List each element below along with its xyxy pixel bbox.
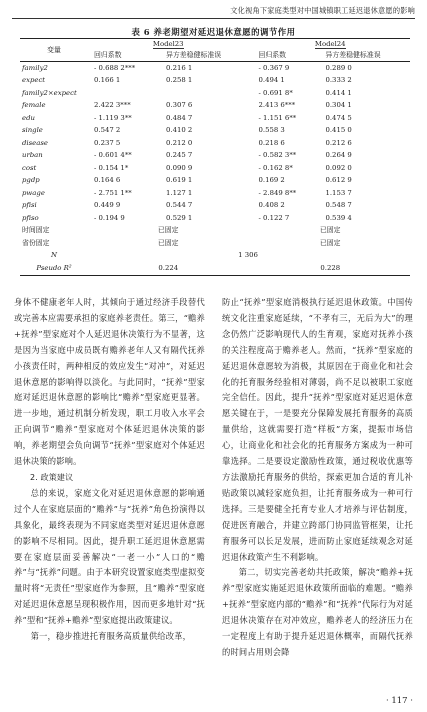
table-row [20,125,410,138]
row-variable: family2 [22,63,48,72]
coef-a: - 0.688 2*** [94,63,136,72]
coef-a: - 0.601 4** [94,151,132,160]
se-a: 0.258 1 [166,76,193,85]
coef-a [86,87,158,100]
coef-b: - 0.582 3** [258,151,297,160]
table-row [20,100,410,113]
model-b-header: Model24 [314,40,346,49]
paragraph: 第一，稳步推进托育服务高质量供给改革， [30,631,192,642]
fixed-prov-a: 已固定 [157,238,179,247]
coef-b: - 0.367 9 [258,63,290,72]
table-row [20,112,410,125]
coef-b: 0.218 6 [258,138,285,147]
se-b: 0.264 9 [325,151,352,160]
section-heading: 2. 政策建议 [30,472,74,482]
se-b: 0.415 0 [325,126,352,135]
row-variable: pfiso [22,213,39,222]
se-a: 0.529 1 [166,213,193,222]
coef-a: - 0.154 1* [94,163,129,172]
coef-b: 0.494 1 [258,76,285,85]
table-row [20,137,410,150]
row-variable: female [22,101,46,110]
n-label: N [50,251,58,260]
header-rule [12,18,415,19]
row-variable: family2×expect [22,88,77,97]
fixed-time-row [20,225,410,238]
fixed-time-label: 时间固定 [22,226,50,235]
coef-a: 0.166 1 [94,76,121,85]
se-b: 0.474 5 [325,113,352,122]
se-b: 0.333 2 [325,76,352,85]
se-b: 0.289 0 [325,63,352,72]
coef-b: - 1.151 6** [258,113,297,122]
table-row [20,62,410,75]
table-row [20,200,410,213]
fixed-time-b: 已固定 [319,226,341,235]
paragraph: 总的来说，家庭文化对延迟退休意愿的影响通过个人在家庭层面的“赡养”与“抚养”角色扮演得以具象化，最终表现为不同家庭类型对延迟退休意愿的影响不尽相同。因此，提升职工延迟退休意愿需要在家庭层面妥善解决“一老一小”人口的“赡养”与“抚养”问题。由于本研究设置家庭类型虚拟变量时将“无责任”型家庭作为参照，且“赡养”型家庭对延迟退休意愿呈现积极作用，因而更多地针对“抚养”型和“抚养+赡养”型家庭提出政策建议。 [14,487,205,626]
se-b: 0.414 1 [325,88,352,97]
fixed-prov-row [20,237,410,250]
regression-table [20,38,410,276]
coef-a: 2.422 3*** [94,101,131,110]
r2-row [20,262,410,275]
se-a: 0.090 9 [166,163,193,172]
row-variable: pfisi [22,201,37,210]
se-b: 0.092 0 [325,163,352,172]
row-variable: expect [22,76,46,85]
page-number: · 117 · [385,696,413,706]
coef-b: - 2.849 8** [258,188,297,197]
coef-header-a: 回归系数 [86,50,158,62]
fixed-prov-label: 省份固定 [22,238,50,247]
table-row [20,212,410,225]
coef-b: 0.169 2 [258,176,285,185]
coef-a: - 0.194 9 [94,213,125,222]
row-variable: urban [22,151,43,160]
coef-b: 0.408 2 [258,201,285,210]
table-row [20,162,410,175]
table-row [20,87,410,100]
left-column [14,295,205,645]
fixed-time-a: 已固定 [157,226,179,235]
se-b: 0.212 6 [325,138,352,147]
coef-a: 0.449 9 [94,201,121,210]
se-a: 0.619 1 [166,176,193,185]
se-a: 1.127 1 [166,188,193,197]
row-variable: pgdp [22,176,40,185]
paragraph: 第二，切实完善老幼共托政策，解决“赡养+抚养”型家庭实施延迟退休政策所面临的难题。“赡养+抚养”型家庭内部的“赡养”和“抚养”代际行为对延迟退休决策存在对冲效应，赡养老人的经济压力在一定程度上有助于提升延迟退休概率，而隔代抚养的时间占用则会降 [222,567,413,657]
se-b: 1.153 7 [325,188,352,197]
coef-a: - 1.119 3** [94,113,132,122]
paragraph: 防止“抚养”型家庭消极执行延迟退休政策。中国传统文化注重家庭延续，“不孝有三，无后为大”的理念仍然广泛影响现代人的生育观，家庭对抚养小孩的关注程度高于赡养老人。然而，“抚养”型家庭的延迟退休意愿较为消极，其原因在于商业化和社会化的托育服务经验相对薄弱，尚不足以被职工家庭完全信任。因此，提升“抚养”型家庭对延迟退休意愿关键在于，一是要充分保障发展托育服务的高质量供给，这就需要打造“样板”方案，提振市场信心，让商业化和社会化的托育服务方案成为一种可靠选择。二是要设定激励性政策，通过税收优惠等方法激励托育服务的供给，探索更加合适的育儿补贴政策以减轻家庭负担，让托育服务成为一种可行选择。三是要健全托育专业人才培养与评估制度，促进医育融合，并建立跨部门协同监管框架，让托育服务可以长足发展，进而防止家庭延续观念对延迟退休政策产生不利影响。 [222,297,413,562]
coef-b: - 0.162 8* [258,163,293,172]
r2-b: 0.228 [251,262,411,275]
r2-label: Pseudo R² [20,262,86,275]
coef-a: 0.164 6 [94,176,121,185]
se-b: 0.612 9 [325,176,352,185]
coef-a: 0.547 2 [94,126,121,135]
se-header-b: 异方差稳健标准误 [317,50,410,62]
table-row [20,75,410,88]
se-a: 0.544 7 [166,201,193,210]
table-caption: 表 6 养老期望对延迟退休意愿的调节作用 [131,27,296,37]
se-a: 0.484 7 [166,113,193,122]
coef-b: - 0.691 8* [258,88,293,97]
coef-b: 2.413 6*** [258,101,296,110]
se-a: 0.245 7 [166,151,193,160]
se-header-a: 异方差稳健标准误 [158,50,250,62]
table-row [20,150,410,163]
coef-header-b: 回归系数 [251,50,318,62]
se-b: 0.539 4 [325,213,352,222]
coef-b: - 0.122 7 [258,213,290,222]
se-a [158,87,250,100]
row-variable: pwage [22,188,45,197]
table-row [20,187,410,200]
coef-b: 0.558 3 [258,126,285,135]
row-variable: edu [22,113,35,122]
row-variable: disease [22,138,48,147]
se-b: 0.548 7 [325,201,352,210]
se-a: 0.410 2 [166,126,193,135]
se-a: 0.216 1 [166,63,193,72]
se-a: 0.212 0 [166,138,193,147]
variable-header: 变量 [20,39,86,62]
running-header: 文化视角下家庭类型对中国城镇职工延迟退休意愿的影响 [230,6,415,15]
se-a: 0.307 6 [166,101,193,110]
row-variable: single [22,126,43,135]
n-value: 1 306 [238,251,258,260]
se-b: 0.304 1 [325,101,352,110]
model-a-header: Model23 [152,40,184,49]
coef-a: - 2.751 1** [94,188,132,197]
table-row [20,175,410,188]
row-variable: cost [22,163,37,172]
right-column [222,295,413,661]
coef-a: 0.237 5 [94,138,121,147]
n-row [20,250,410,263]
paragraph: 身体不健康老年人时，其倾向于通过经济手段替代或完善本应需要承担的家庭养老责任。第三，“赡养+抚养”型家庭对个人延迟退休决策行为不显著，这是因为当家庭中成员既有赡养老年人又有隔代抚养小孩责任时，两种相反的效应发生“对冲”，对延迟退休意愿的影响得以淡化。与此同时，“抚养”型家庭对延迟退休意愿的影响比“赡养”型家庭更显著。进一步地，通过机制分析发现，职工月收入水平会正向调节“赡养”型家庭对个体延迟退休决策的影响，养老期望会负向调节“抚养”型家庭对个体延迟退休决策的影响。 [14,297,205,467]
r2-a: 0.224 [86,262,251,275]
fixed-prov-b: 已固定 [319,238,341,247]
